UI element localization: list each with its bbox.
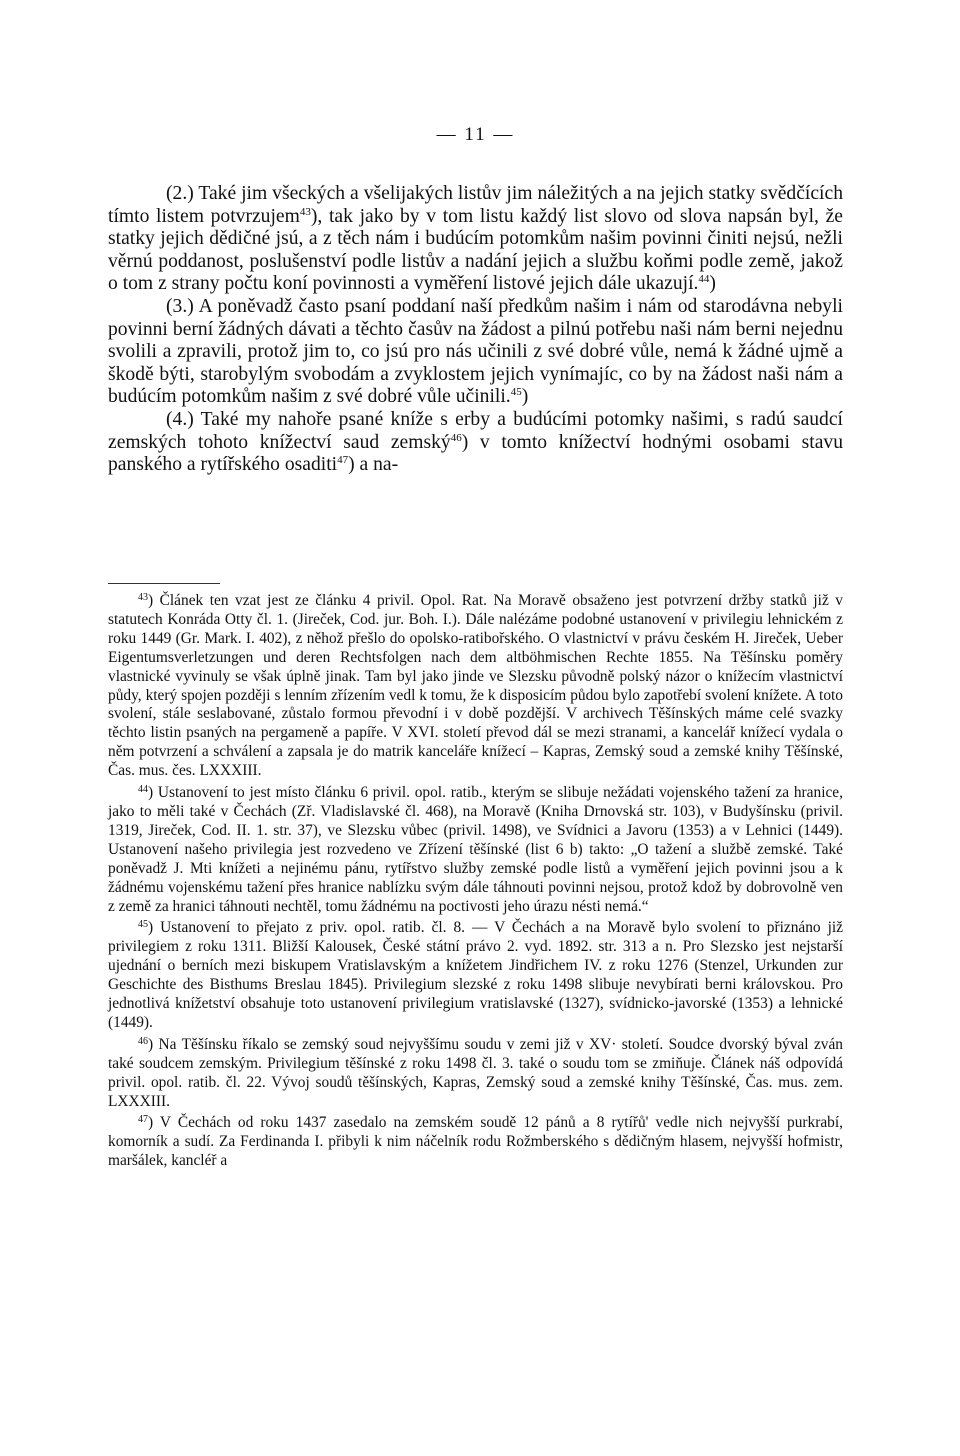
paragraph-3-text-end: ) (521, 386, 529, 408)
paragraph-4-text-end: ) a na- (348, 454, 399, 476)
footnote-44 (108, 784, 843, 916)
paragraph-4-text-continued: ) v tomto knížectví hodnými osobami stavu panského a rytířského osaditi (108, 431, 843, 476)
footnote-mark-43: 43 (138, 592, 148, 603)
paragraph-3 (108, 296, 843, 409)
footnote-mark-47: 47 (138, 1114, 148, 1126)
paragraph-3-text: (3.) A poněvadž často psaní poddaní naší předkům našim i nám od starodávna nebyli povinni berní žádných dávati a těchto časův na žádost a pilnú potřebu naši nám berni nejednu svolili a zpravili, protož jim to, co jsú pro nás učinili z své dobré vůle, nemá k žádné ujmě a škodě býti, starobylým svobodám a zvyklostem jejich vynímajíc, co by na žádost naši nám a budúcím potomkům našim z své dobré vůle učinili. (108, 295, 843, 408)
footnotes (108, 592, 843, 1174)
paragraph-2-text-end: ) (709, 273, 716, 295)
paragraph-4-text: (4.) Také my nahoře psané kníže s erby a budúcími potomky našimi, s radú saudcí zemských tohoto knížectví saud zemský (108, 408, 843, 453)
footnote-43 (108, 592, 843, 781)
footnote-ref-44[interactable]: 44 (698, 273, 710, 286)
footnote-text-47: ) V Čechách od roku 1437 zasedalo na zemském soudě 12 pánů a 8 rytířů' vedle nich nejvyšší purkrabí, komorník a sudí. Za Ferdinanda I. přibyli k nim náčelník rodu Rožmberského s dědičným hlasem, nejvyšší hofmistr, maršálek, kancléř a (108, 1114, 843, 1170)
footnote-47 (108, 1114, 843, 1171)
document-page (108, 0, 843, 1456)
footnote-ref-43[interactable]: 43 (299, 205, 311, 218)
main-text (108, 183, 843, 477)
paragraph-4 (108, 409, 843, 477)
footnote-46 (108, 1036, 843, 1112)
footnote-mark-46: 46 (138, 1035, 148, 1047)
page-number: — 11 — (436, 124, 515, 145)
footnote-ref-46[interactable]: 46 (450, 431, 462, 444)
paragraph-2 (108, 183, 843, 296)
footnote-mark-45: 45 (138, 919, 148, 931)
paragraph-2-text-continued: ), tak jako by v tom listu každý list slovo od slova napsán byl, že statky jejich dědičné jsú, a z těch nám i budúcím potomkům našim povinni činiti nejsú, nežli věrnú poddanost, poslušenství podle listův a nadání jejich a službu koňmi podle země, jakož o tom z strany počtu koní povinnosti a vyměření listové jejich dále ukazují. (108, 205, 843, 295)
footnote-ref-47[interactable]: 47 (337, 454, 349, 467)
footnote-separator (108, 583, 220, 584)
footnote-ref-45[interactable]: 45 (510, 386, 522, 399)
footnote-mark-44: 44 (138, 784, 148, 796)
footnote-text-45: ) Ustanovení to přejato z priv. opol. ratib. čl. 8. — V Čechách a na Moravě bylo svolení to přiznáno již privilegiem z roku 1311. Bližší Kalousek, České státní právo 2. vyd. 1892. str. 313 a n. Pro Slezsko jest nejstarší ujednání o berních mezi biskupem Vratislavským a knížetem Jindřichem IV. z roku 1276 (Stenzel, Urkunden zur Geschichte des Bisthums Breslau 1845). Privilegium slezské z roku 1498 slibuje nevybírati berni královskou. Pro jednotlivá knížetství obsahuje toto ustanovení privilegium vratislavské (1327), svídnicko-javorské (1353) a lehnické (1449). (108, 919, 843, 1031)
footnote-45 (108, 919, 843, 1032)
footnote-text-46: ) Na Těšínsku říkalo se zemský soud nejvyššímu soudu v zemi již v XV· století. Soudce dvorský býval zván také soudcem zemským. Privilegium těšínské z roku 1498 čl. 3. také o soudu tom se zmiňuje. Článek náš odpovídá privil. opol. ratib. čl. 22. Vývoj soudů těšínských, Kapras, Zemský soud a zemské knihy Těšínské, Čas. mus. zem. LXXXIII. (108, 1035, 843, 1110)
footnote-text-44: ) Ustanovení to jest místo článku 6 privil. opol. ratib., kterým se slibuje nežádati vojenského tažení za hranice, jako to měli také v Čechách (Zř. Vladislavské čl. 468), na Moravě (Kniha Drnovská str. 103), v Budyšínsku (privil. 1319, Jireček, Cod. II. 1. str. 37), ve Slezsku vůbec (privil. 1498), ve Svídnici a Javoru (1353) a v Lehnici (1449). Ustanovení našeho privilegia jest rozvedeno ve Zřízení těšínské (list 6 b) takto: „O tažení a službě zemské. Také poněvadž J. Mti knížeti a nejinému pánu, rytířstvo služby zemské podle listů a vyměření jejich povinni jsou a k žádnému vojenskému tažení přes hranice nablízku svým dále táhnouti povinni nejsou, protož kdož by dobrovolně ven z země za hranici táhnouti nechtěl, tomu žádnému na poctivosti jeho úrazu nésti nemá.“ (108, 784, 843, 915)
paragraph-2-text: (2.) Také jim všeckých a všelijakých listův jim náležitých a na jejich statky svědčících tímto listem potvrzujem (108, 183, 843, 227)
footnote-text-43: ) Článek ten vzat jest ze článku 4 privil. Opol. Rat. Na Moravě obsaženo jest potvrzení držby statků již v statutech Konráda Otty čl. 1. (Jireček, Cod. jur. Boh. I.). Dále nalézáme podobné ustanovení v privilegiu lehnickém z roku 1449 (Gr. Mark. I. 402), z něhož přešlo do opolsko-ratibořského. O vlastnictví v právu českém H. Jireček, Ueber Eigentumsverletzungen und deren Rechtsfolgen nach dem altböhmischen Rechte 1855. Na Těšínsku poměry vlastnické vyvinuly se však úplně jinak. Tam byl jako jinde ve Slezsku původně polský názor o knížecím vlastnictví půdy, který spojen později s lenním zřízením vedl k tomu, že k disposicím půdou bylo zapotřebí svolení knížete. A toto svolení, stále seslabované, zůstalo formou převodní i v době pozdější. V archivech Těšínských máme celé svazky těchto listin psaných na pergameně a papíře. V XVI. století převod dál se mezi stranami, a kancelář knížecí vydala o něm potvrzení a schválení a zapsala je do matrik kanceláře knížecí – Kapras, Zemský soud a zemské knihy Těšínské, Čas. mus. čes. LXXXIII. (108, 592, 843, 780)
